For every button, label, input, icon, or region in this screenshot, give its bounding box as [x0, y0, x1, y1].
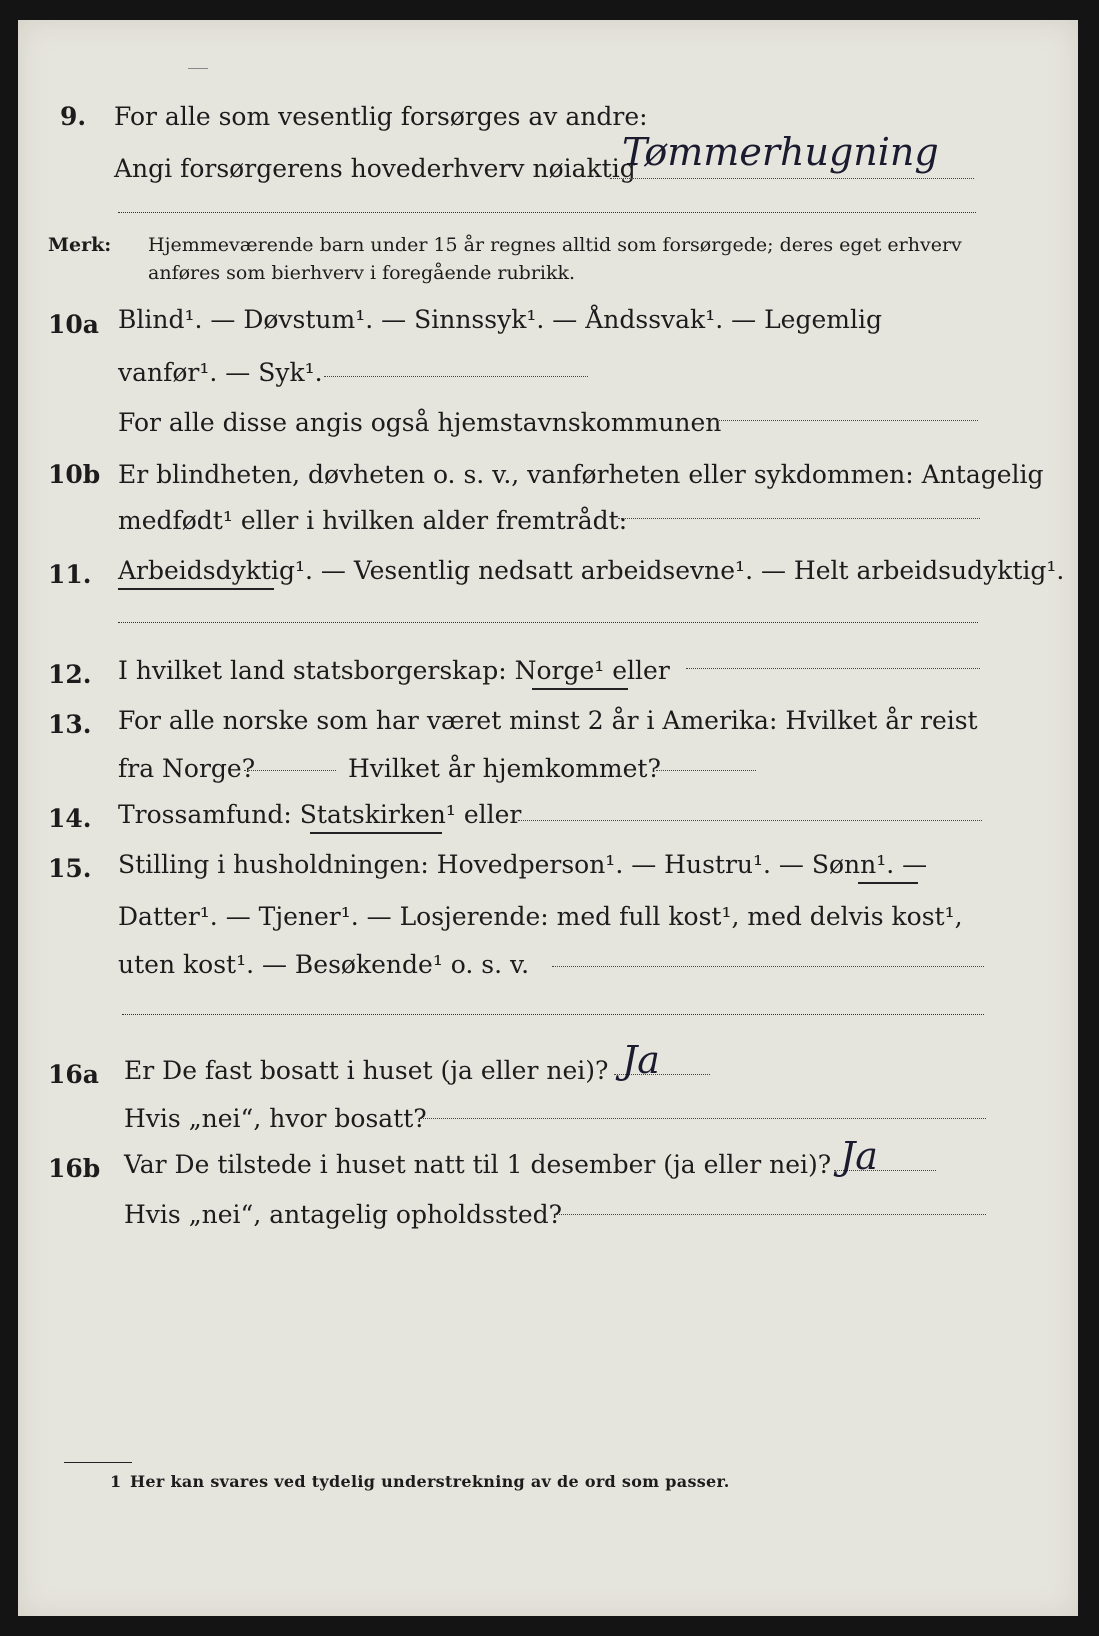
- q9-handwritten-answer: Tømmerhugning: [622, 130, 939, 174]
- q10a-sick-line: [324, 376, 588, 377]
- q11-underline-arbeidsdyktig: [118, 588, 274, 590]
- q13-return-line: [656, 770, 756, 771]
- q10a-line3: For alle disse angis også hjemstavnskommunen: [118, 408, 722, 437]
- q9-line1: For alle som vesentlig forsørges av andre:: [114, 102, 648, 131]
- q16a-location-line: [420, 1118, 986, 1119]
- q14-number: 14.: [48, 804, 92, 833]
- q14-answer-line: [518, 820, 982, 821]
- q16b-location-line: [556, 1214, 986, 1215]
- q10a-line2: vanfør¹. — Syk¹.: [118, 358, 323, 387]
- q13-number: 13.: [48, 710, 92, 739]
- footnote-separator: [64, 1462, 132, 1463]
- q16b-number: 16b: [48, 1154, 101, 1183]
- q14-line1: Trossamfund: Statskirken¹ eller: [118, 800, 522, 829]
- q10b-answer-line: [618, 518, 980, 519]
- q15-extra-line: [122, 1014, 984, 1015]
- q9-number: 9.: [60, 102, 87, 131]
- q16b-line1: Var De tilstede i huset natt til 1 desember (ja eller nei)?: [124, 1150, 832, 1179]
- merk-line1: Hjemmeværende barn under 15 år regnes alltid som forsørgede; deres eget erhverv: [148, 234, 962, 256]
- q16a-handwritten-answer: Ja: [622, 1038, 660, 1082]
- q12-number: 12.: [48, 660, 92, 689]
- q15-line1: Stilling i husholdningen: Hovedperson¹. — Hustru¹. — Sønn¹. —: [118, 850, 928, 879]
- q10a-municipality-line: [716, 420, 978, 421]
- census-form-page: [18, 20, 1078, 1616]
- q16a-line1: Er De fast bosatt i huset (ja eller nei)?: [124, 1056, 609, 1085]
- q9-extra-line: [118, 212, 976, 213]
- q11-extra-line: [118, 622, 978, 623]
- q14-underline-statskirken: [310, 832, 442, 834]
- q13-line1: For alle norske som har været minst 2 år i Amerika: Hvilket år reist: [118, 706, 978, 735]
- q13-line2b: Hvilket år hjemkommet?: [348, 754, 661, 783]
- q15-answer-line: [552, 966, 984, 967]
- q10b-number: 10b: [48, 460, 101, 489]
- q10b-line1: Er blindheten, døvheten o. s. v., vanførheten eller sykdommen: Antagelig: [118, 460, 1044, 489]
- footnote-text: Her kan svares ved tydelig understrekning av de ord som passer.: [130, 1472, 730, 1491]
- q10b-line2: medfødt¹ eller i hvilken alder fremtrådt:: [118, 506, 628, 535]
- q12-answer-line: [686, 668, 980, 669]
- stray-pencil-mark: [188, 68, 208, 69]
- q9-line2: Angi forsørgerens hovederhverv nøiaktig: [114, 154, 636, 183]
- footnote-marker: 1: [110, 1472, 122, 1491]
- q12-line1: I hvilket land statsborgerskap: Norge¹ eller: [118, 656, 670, 685]
- q10a-line1: Blind¹. — Døvstum¹. — Sinnssyk¹. — Åndssvak¹. — Legemlig: [118, 305, 882, 334]
- merk-line2: anføres som bierhverv i foregående rubrikk.: [148, 262, 576, 284]
- q16b-line2: Hvis „nei“, antagelig opholdssted?: [124, 1200, 563, 1229]
- q11-number: 11.: [48, 560, 92, 589]
- q16a-number: 16a: [48, 1060, 99, 1089]
- q13-line2a: fra Norge?: [118, 754, 256, 783]
- q12-underline-norge: [532, 688, 628, 690]
- q16b-handwritten-answer: Ja: [840, 1134, 878, 1178]
- q15-underline-sonn: [858, 882, 918, 884]
- q13-departure-line: [244, 770, 336, 771]
- q15-line2: Datter¹. — Tjener¹. — Losjerende: med full kost¹, med delvis kost¹,: [118, 902, 963, 931]
- q15-line3: uten kost¹. — Besøkende¹ o. s. v.: [118, 950, 530, 979]
- merk-label: Merk:: [48, 234, 112, 256]
- q10a-number: 10a: [48, 310, 99, 339]
- q9-answer-line: [610, 178, 974, 179]
- q11-line1: Arbeidsdyktig¹. — Vesentlig nedsatt arbeidsevne¹. — Helt arbeidsudyktig¹.: [118, 556, 1065, 585]
- q16a-line2: Hvis „nei“, hvor bosatt?: [124, 1104, 427, 1133]
- q15-number: 15.: [48, 854, 92, 883]
